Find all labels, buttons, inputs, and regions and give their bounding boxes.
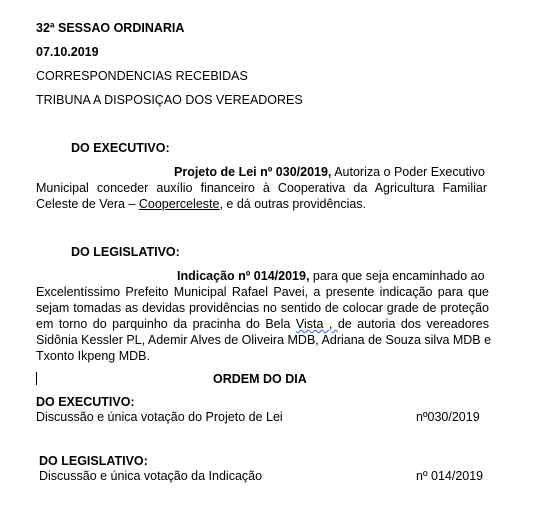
agenda-legislative-number: nº 014/2019 <box>416 469 484 483</box>
agenda-legislative-item: Discussão e única votação da Indicação <box>39 469 263 483</box>
bela-vista-word: Vista <box>295 317 324 331</box>
correspondences-line: CORRESPONDENCIAS RECEBIDAS <box>36 69 248 83</box>
indication-text: para que seja encaminhado ao <box>309 269 485 283</box>
indication-text-a: em torno do parquinho da pracinha do Bela <box>36 317 296 331</box>
agenda-executive-item: Discussão e única votação do Projeto de Lei <box>36 410 283 424</box>
indication-text-b: de autoria dos vereadores <box>337 317 490 331</box>
bill-text-start: Celeste de Vera – <box>36 197 139 211</box>
agenda-legislative-heading: DO LEGISLATIVO: <box>39 454 148 468</box>
legislative-indication-line-1 <box>177 269 485 284</box>
text-cursor <box>36 372 37 385</box>
executive-bill-line-2: Municipal conceder auxílio financeiro à Cooperativa da Agricultura Familiar <box>36 181 487 195</box>
bill-reference: Projeto de Lei nº 030/2019, <box>174 165 332 179</box>
legislative-indication-line-3: sejam tomadas as devidas providências no sentido de colocar grade de proteção <box>36 301 489 315</box>
legislative-indication-line-2: Excelentíssimo Prefeito Municipal Rafael Pavei, a presente indicação para que <box>36 285 489 299</box>
tribuna-line: TRIBUNA A DISPOSIÇAO DOS VEREADORES <box>36 93 303 107</box>
legislative-indication-line-6: Txonto Ikpeng MDB. <box>36 349 150 363</box>
session-title: 32ª SESSAO ORDINARIA <box>36 21 185 35</box>
spacing-mark: , <box>323 317 338 331</box>
executive-bill-line-1 <box>174 165 485 180</box>
legislative-heading: DO LEGISLATIVO: <box>71 245 180 259</box>
legislative-indication-line-4 <box>36 317 489 332</box>
cooperative-name: Cooperceleste <box>138 197 220 211</box>
executive-heading: DO EXECUTIVO: <box>71 141 170 155</box>
agenda-executive-number: nº030/2019 <box>416 410 480 424</box>
bill-text: Autoriza o Poder Executivo <box>331 165 485 179</box>
agenda-executive-heading: DO EXECUTIVO: <box>36 395 135 409</box>
bill-text-end: , e dá outras providências. <box>219 197 367 211</box>
indication-reference: Indicação nº 014/2019, <box>177 269 310 283</box>
agenda-title: ORDEM DO DIA <box>213 372 307 386</box>
legislative-indication-line-5: Sidônia Kessler PL, Ademir Alves de Oliveira MDB, Adriana de Souza silva MDB e <box>36 333 492 347</box>
session-date: 07.10.2019 <box>36 45 99 59</box>
executive-bill-line-3 <box>36 197 366 212</box>
